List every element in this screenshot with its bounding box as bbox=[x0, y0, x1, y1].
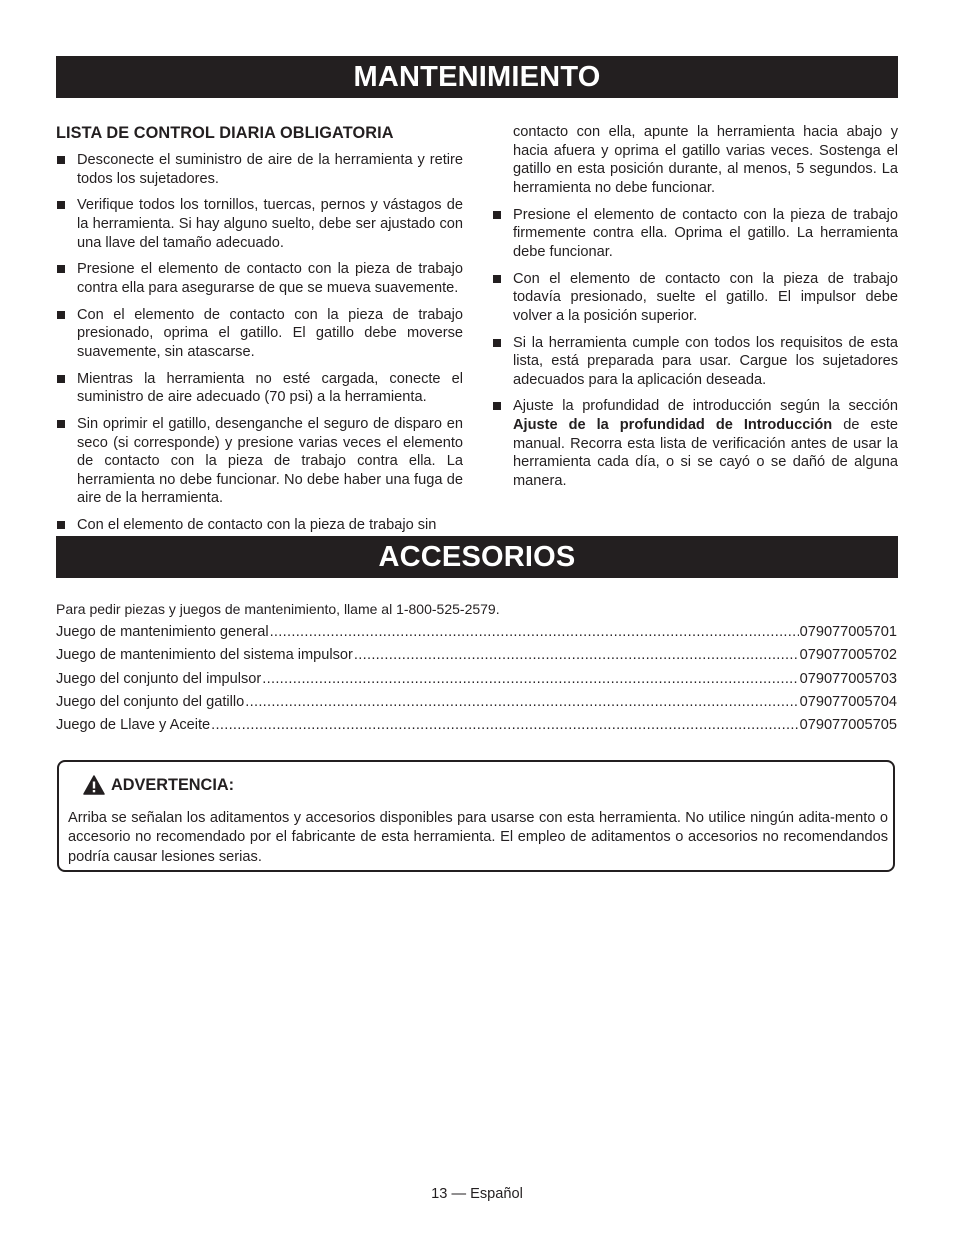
parts-row bbox=[56, 644, 897, 667]
bullet-square-icon bbox=[57, 201, 65, 209]
page-footer: 13 — Español bbox=[431, 1186, 523, 1202]
warning-title: ADVERTENCIA: bbox=[111, 776, 235, 794]
dot-leader bbox=[270, 621, 799, 644]
warning-header bbox=[83, 775, 234, 795]
part-number: 079077005705 bbox=[799, 717, 897, 734]
list-item: Presione el elemento de contacto con la pieza de trabajo firmemente contra ella. Oprima el gatillo. La herramienta debe funcionar. bbox=[492, 206, 898, 262]
warning-text: Arriba se señalan los aditamentos y accesorios disponibles para usarse con esta herramienta. No utilice ningún adita-mento o accesorio no recomendado por el fabricante de esta herramienta. El empleo de aditamentos o accesorios no recomendandos podría causar lesiones serias. bbox=[68, 810, 888, 865]
list-item: Con el elemento de contacto con la pieza de trabajo presionado, oprima el gatillo. El gatillo debe moverse suavemente, sin atascarse. bbox=[56, 306, 463, 362]
list-item: Ajuste la profundidad de introducción según la sección Ajuste de la profundidad de Introducción de este manual. Recorra esta lista de verificación antes de usar la herramienta cada día, o si se cayó o se dañó de alguna manera. bbox=[492, 397, 898, 490]
dot-leader bbox=[354, 644, 799, 667]
list-item: Con el elemento de contacto con la pieza de trabajo sin bbox=[56, 516, 463, 535]
bullet-square-icon bbox=[57, 311, 65, 319]
part-name: Juego del conjunto del gatillo bbox=[56, 693, 245, 710]
list-item: Mientras la herramienta no esté cargada, conecte el suministro de aire adecuado (70 psi) a la herramienta. bbox=[56, 370, 463, 407]
maintenance-title: MANTENIMIENTO bbox=[353, 61, 601, 93]
checklist-right-column bbox=[492, 123, 898, 499]
part-number: 079077005701 bbox=[799, 624, 897, 640]
bullet-square-icon bbox=[493, 275, 501, 283]
part-number: 079077005702 bbox=[799, 647, 897, 664]
accessories-title: ACCESORIOS bbox=[378, 541, 576, 573]
part-name: Juego del conjunto del impulsor bbox=[56, 670, 262, 687]
dot-leader bbox=[211, 714, 798, 737]
checklist-left-column bbox=[56, 123, 463, 543]
dot-leader bbox=[262, 668, 798, 691]
list-item: Verifique todos los tornillos, tuercas, pernos y vástagos de la herramienta. Si hay alguno suelto, debe ser ajustado con una llave del tamaño adecuado. bbox=[56, 196, 463, 252]
part-number: 079077005703 bbox=[799, 670, 897, 687]
bullet-square-icon bbox=[57, 420, 65, 428]
dot-leader bbox=[245, 691, 798, 714]
part-name: Juego de mantenimiento general bbox=[56, 624, 269, 640]
bullet-square-icon bbox=[57, 375, 65, 383]
parts-row bbox=[56, 714, 897, 737]
list-item: Presione el elemento de contacto con la pieza de trabajo contra ella para asegurarse de que se mueva suavemente. bbox=[56, 260, 463, 297]
warning-box bbox=[57, 760, 895, 872]
accessories-intro: Para pedir piezas y juegos de mantenimiento, llame al 1-800-525-2579. bbox=[56, 601, 500, 617]
bullet-square-icon bbox=[493, 211, 501, 219]
list-item: Con el elemento de contacto con la pieza de trabajo todavía presionado, suelte el gatillo. El impulsor debe volver a la posición superior. bbox=[492, 270, 898, 326]
checklist-heading: LISTA DE CONTROL DIARIA OBLIGATORIA bbox=[56, 124, 394, 142]
list-item-continuation: contacto con ella, apunte la herramienta hacia abajo y hacia afuera y oprima el gatillo varias veces. Sostenga el gatillo en esta posición durante, al menos, 5 segundos. La herramienta no debe funcionar. bbox=[513, 124, 898, 196]
part-number: 079077005704 bbox=[799, 693, 897, 710]
part-name: Juego de Llave y Aceite bbox=[56, 717, 211, 734]
bullet-square-icon bbox=[493, 339, 501, 347]
bullet-square-icon bbox=[57, 265, 65, 273]
bullet-square-icon bbox=[57, 156, 65, 164]
accessories-banner bbox=[56, 536, 898, 578]
part-name: Juego de mantenimiento del sistema impulsor bbox=[56, 647, 353, 664]
bullet-square-icon bbox=[493, 402, 501, 410]
bullet-square-icon bbox=[57, 521, 65, 529]
parts-row bbox=[56, 668, 897, 691]
warning-triangle-icon bbox=[83, 775, 105, 795]
list-item: Si la herramienta cumple con todos los requisitos de esta lista, está preparada para usar. Cargue los sujetadores adecuados para la aplicación deseada. bbox=[492, 334, 898, 390]
parts-row bbox=[56, 691, 897, 714]
list-item: Desconecte el suministro de aire de la herramienta y retire todos los sujetadores. bbox=[56, 151, 463, 188]
maintenance-banner bbox=[56, 56, 898, 98]
parts-row bbox=[56, 621, 897, 644]
list-item: Sin oprimir el gatillo, desenganche el seguro de disparo en seco (si corresponde) y presione varias veces el elemento de contacto con la pieza de trabajo contra ella. La herramienta no debe funcionar. No debe haber una fuga de aire de la herramienta. bbox=[56, 415, 463, 508]
parts-list bbox=[56, 621, 897, 737]
section-reference: Ajuste de la profundidad de Introducción bbox=[513, 417, 833, 434]
